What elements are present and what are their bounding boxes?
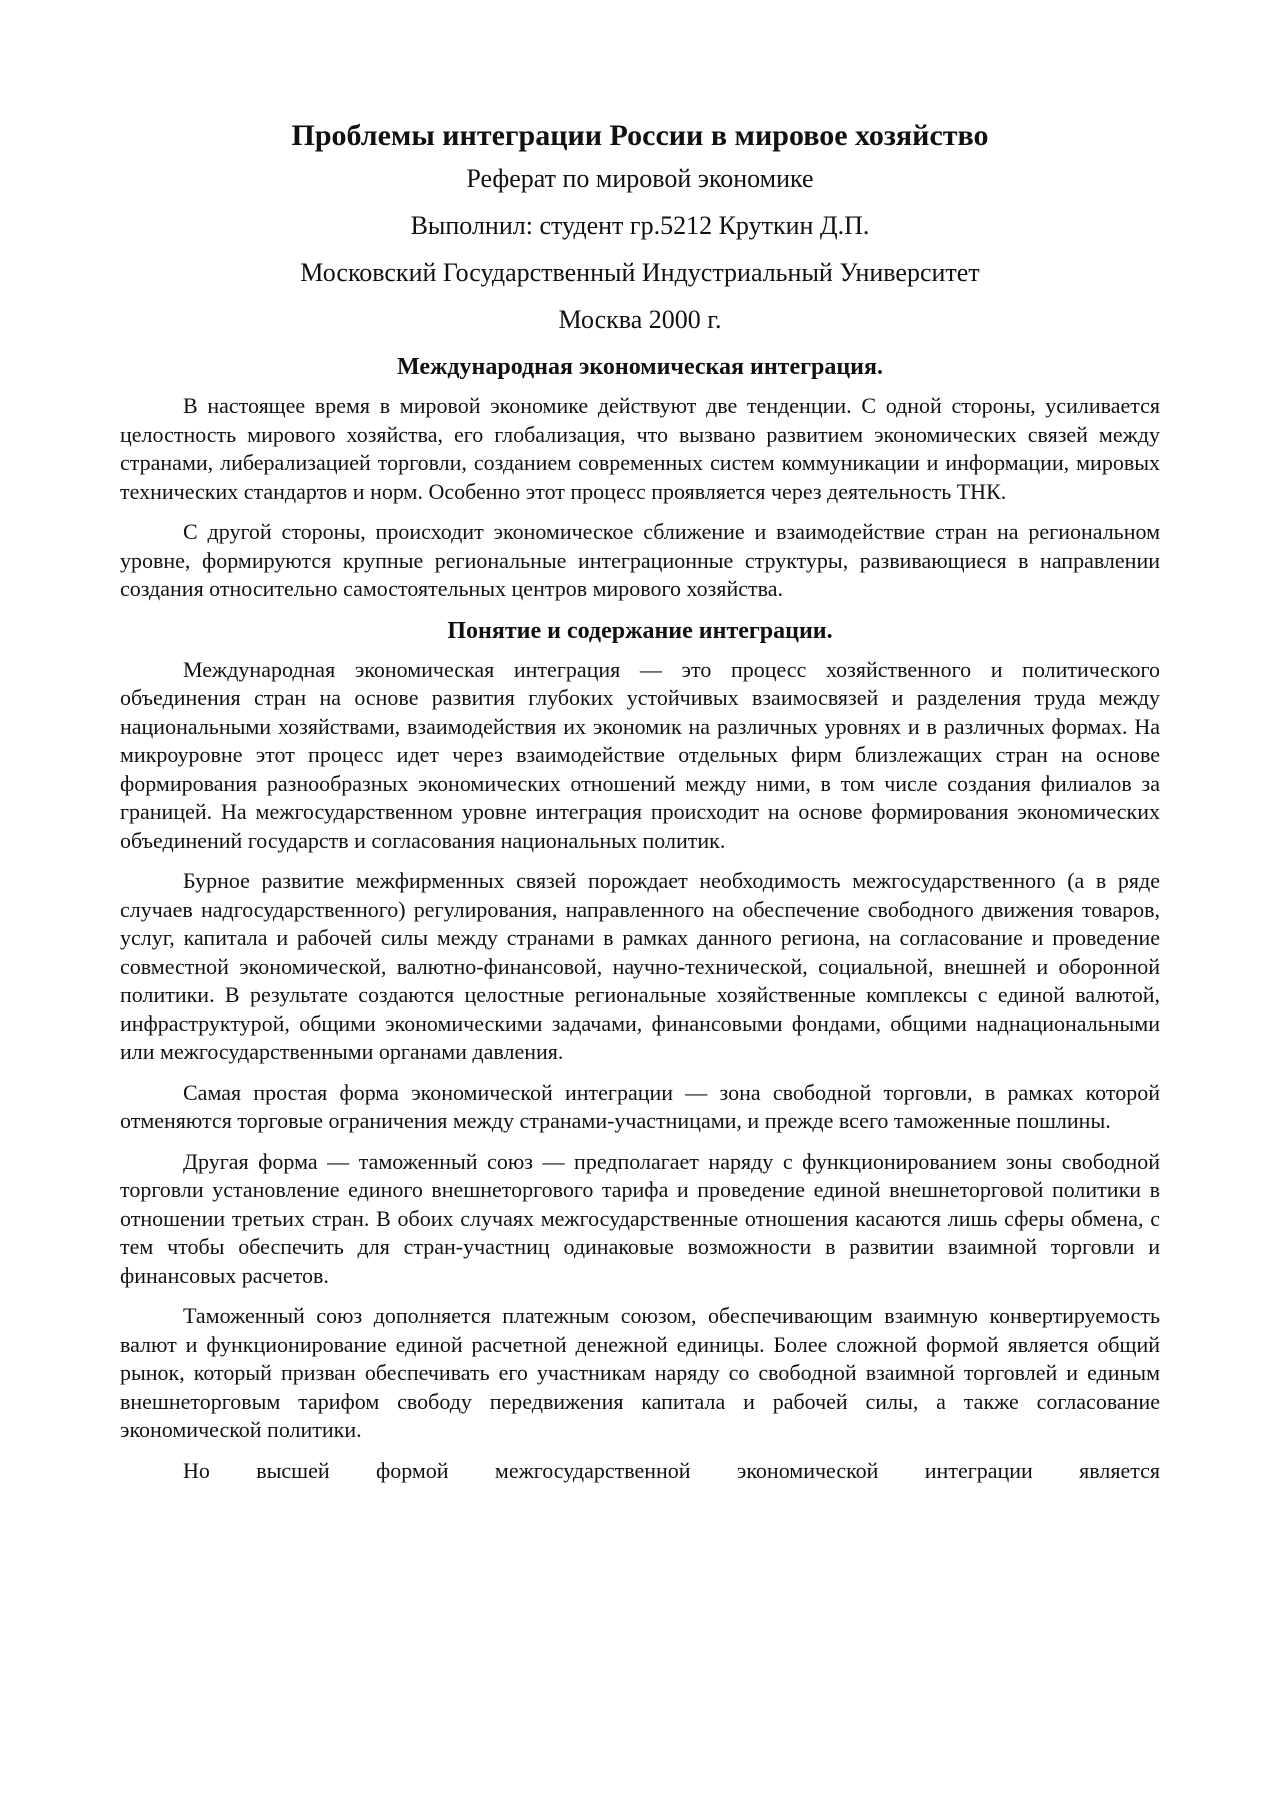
paragraph: С другой стороны, происходит экономическое сближение и взаимодействие стран на региональном уровне, формируются крупные региональные интеграционные структуры, развивающиеся в направлении создания относительно самостоятельных центров мирового хозяйства. — [120, 519, 1160, 601]
document-subtitle: Реферат по мировой экономике — [466, 164, 814, 193]
section-heading-concept: Понятие и содержание интеграции. — [447, 617, 833, 644]
document-page — [120, 118, 1160, 1497]
paragraph: Самая простая форма экономической интеграции — зона свободной торговли, в рамках которой отменяются торговые ограничения между странами-участницами, и прежде всего таможенные пошлины. — [120, 1079, 1160, 1133]
document-university: Московский Государственный Индустриальный Университет — [300, 258, 980, 287]
paragraph: Другая форма — таможенный союз — предполагает наряду с функционированием зоны свободной торговли установление единого внешнеторгового тарифа и проведение единой внешнеторговой политики в отношении третьих стран. В обоих случаях межгосударственные отношения касаются лишь сферы обмена, с тем чтобы обеспечить для стран-участниц одинаковые возможности в развитии взаимной торговли и финансовых расчетов. — [120, 1148, 1160, 1288]
paragraph: Бурное развитие межфирменных связей порождает необходимость межгосударственного (а в ряде случаев надгосударственного) регулирования, направленного на обеспечение свободного движения товаров, услуг, капитала и рабочей силы между странами в рамках данного региона, на согласование и проведение совместной экономической, валютно-финансовой, научно-технической, социальной, внешней и оборонной политики. В результате создаются целостные региональные хозяйственные комплексы с единой валютой, инфраструктурой, общими экономическими задачами, финансовыми фондами, общими наднациональными или межгосударственными органами давления. — [120, 868, 1160, 1064]
paragraph: Но высшей формой межгосударственной экономической интеграции является — [183, 1457, 1160, 1483]
document-title: Проблемы интеграции России в мировое хозяйство — [291, 119, 989, 152]
paragraph: В настоящее время в мировой экономике действуют две тенденции. С одной стороны, усиливается целостность мирового хозяйства, его глобализация, что вызвано развитием экономических связей между странами, либерализацией торговли, созданием современных систем коммуникации и информации, мировых технических стандартов и норм. Особенно этот процесс проявляется через деятельность ТНК. — [120, 393, 1160, 504]
document-author: Выполнил: студент гр.5212 Круткин Д.П. — [410, 211, 870, 240]
section-heading-integration: Международная экономическая интеграция. — [397, 354, 883, 380]
document-city-year: Москва 2000 г. — [558, 305, 722, 334]
paragraph: Таможенный союз дополняется платежным союзом, обеспечивающим взаимную конвертируемость валют и функционирование единой расчетной денежной единицы. Более сложной формой является общий рынок, который призван обеспечивать его участникам наряду со свободной взаимной торговлей и единым внешнеторговым тарифом свободу передвижения капитала и рабочей силы, а также согласование экономической политики. — [120, 1303, 1160, 1442]
paragraph: Международная экономическая интеграция — это процесс хозяйственного и политического объединения стран на основе развития глубоких устойчивых взаимосвязей и разделения труда между национальными хозяйствами, взаимодействия их экономик на различных уровнях и в различных формах. На микроуровне этот процесс идет через взаимодействие отдельных фирм близлежащих стран на основе формирования разнообразных экономических отношений между ними, в том числе создания филиалов за границей. На межгосударственном уровне интеграция происходит на основе формирования экономических объединений государств и согласования национальных политик. — [120, 656, 1160, 853]
